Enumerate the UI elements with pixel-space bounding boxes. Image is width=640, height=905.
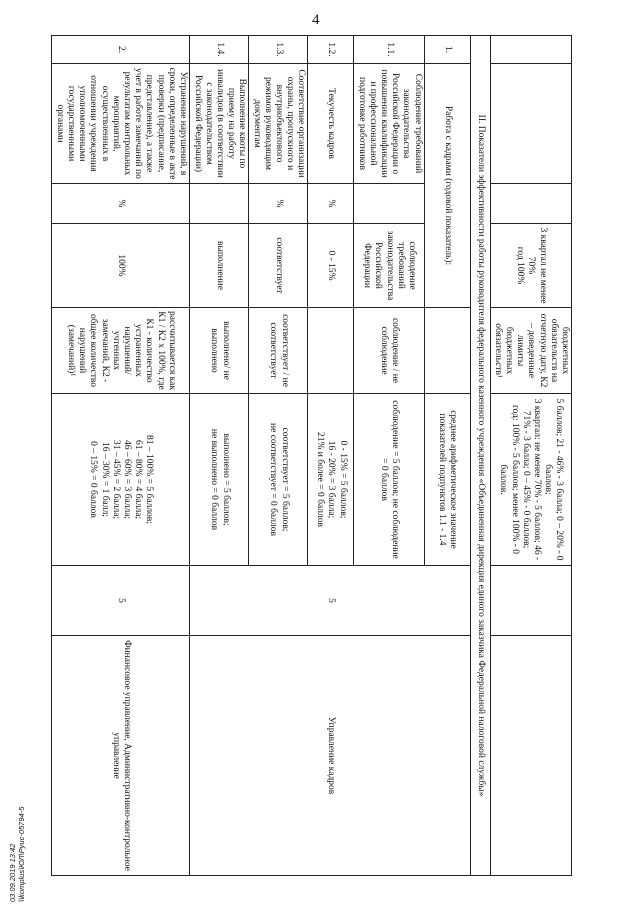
footer-date: 03.09.2019 13:42 — [8, 843, 17, 902]
row-1-4-num: 1.4. — [190, 36, 249, 64]
row-1-4-name: Выполнение квоты по приему на работу инвалидов (в соответствии с законодательством Российской Федерации) — [190, 64, 249, 184]
row-1-responsible: Управление кадров — [190, 636, 470, 876]
top-row-weight — [490, 566, 571, 636]
row-1-3-target: соответствует — [249, 224, 308, 308]
section-title: II. Показатели эффективности работы руководителя федерального казенного учреждения «Объединенная дирекция единого заказчика Федеральной налоговой службы» — [470, 36, 490, 876]
row-1-1-scale: соблюдение = 5 баллов; не соблюдение = 0 баллов — [354, 394, 424, 566]
top-row-num — [490, 36, 571, 64]
row-1-3-formula: соответствует / не соответствует — [249, 308, 308, 394]
row-1-num: 1. — [424, 36, 470, 64]
row-1-scale: среднее арифметическое значение показателей подпунктов 1.1 - 1.4 — [424, 394, 470, 566]
row-1-2-scale: 0 - 15% = 5 баллов; 16 - 20% = 3 балла; 21% и более = 0 баллов — [308, 394, 354, 566]
row-1-2-unit: % — [308, 184, 354, 224]
row-2-name: Устранение нарушений, в сроки, определенные в акте проверки (предписание, представление), а также учет в работе замечаний по результатам контрольных мероприятий, осуществленных в отношении учреждения уполномоченными государственными органами — [52, 64, 190, 184]
top-row-scale: 5 баллов; 21 - 46% - 3 балла; 0 – 20% - 0 баллов; 3 квартал: не менее 70% - 5 баллов; 46 - 71% - 3 балла; 0 – 45% - 0 баллов; год: 100% - 5 баллов; менее 100% - 0 баллов. — [490, 394, 571, 566]
row-1-4-scale: выполнено = 5 баллов; не выполнено = 0 баллов — [190, 394, 249, 566]
row-2-target: 100% — [52, 224, 190, 308]
top-row-unit — [490, 184, 571, 224]
page-number: 4 — [312, 12, 320, 28]
rotated-table-container — [54, 35, 572, 875]
row-1-3-scale: соответствует = 5 баллов; не соответствует = 0 баллов — [249, 394, 308, 566]
top-row-name — [490, 64, 571, 184]
row-2-formula: рассчитывается как К1 / К2 х 100%, где К1 - количество устраненных нарушений/ учтенных замечаний, К2 - общее количество нарушений (замечаний)¹ — [52, 308, 190, 394]
footer-stamp — [8, 762, 48, 902]
row-1-3-num: 1.3. — [249, 36, 308, 64]
row-1-4-target: выполнение — [190, 224, 249, 308]
row-1-2-num: 1.2. — [308, 36, 354, 64]
top-row-target: 3 квартал не менее 70% год 100% — [490, 224, 571, 308]
row-1-3-name: Соответствие организации охраны, пропускного и внутриобъектового режимов руководящим документам — [249, 64, 308, 184]
top-row-formula: бюджетных обязательств на отчетную дату, К2 – доведенные лимиты бюджетных обязательств¹ — [490, 308, 571, 394]
row-1-2-name: Текучесть кадров — [308, 64, 354, 184]
row-1-1-name: Соблюдение требований законодательства Российской Федерации о повышении квалификации и профессиональной подготовке работников — [354, 64, 424, 184]
row-1-2-target: 0 - 15% — [308, 224, 354, 308]
row-1-1-num: 1.1. — [354, 36, 424, 64]
row-2-weight: 5 — [52, 566, 190, 636]
row-2-scale: 81 – 100% = 5 баллов; 61 – 80% = 4 балла; 46 – 60% = 3 балла; 31 – 45% = 2 балла; 16 – 30% = 1 балл; 0 – 15% = 0 баллов — [52, 394, 190, 566]
row-1-weight: 5 — [190, 566, 470, 636]
row-1-4-formula: выполнено/ не выполнено — [190, 308, 249, 394]
row-2-num: 2. — [52, 36, 190, 64]
footer-path: \\komplus\ЮЛ\Руис-05794-5 — [17, 806, 27, 902]
row-1-4-unit — [190, 184, 249, 224]
row-1-1-target: соблюдение требований законодательства Российской Федерации — [354, 224, 424, 308]
indicators-table — [51, 35, 572, 876]
row-2-unit: % — [52, 184, 190, 224]
row-1-3-unit: % — [249, 184, 308, 224]
row-1-1-unit — [354, 184, 424, 224]
row-1-1-formula: соблюдение / не соблюдение — [354, 308, 424, 394]
row-1-name: Работа с кадрами (годовой показатель): — [424, 64, 470, 308]
top-row-responsible — [490, 636, 571, 876]
row-1-2-formula — [308, 308, 354, 394]
row-1-formula — [424, 308, 470, 394]
row-2-responsible: Финансовое управление, Административно-контрольное управление — [52, 636, 190, 876]
